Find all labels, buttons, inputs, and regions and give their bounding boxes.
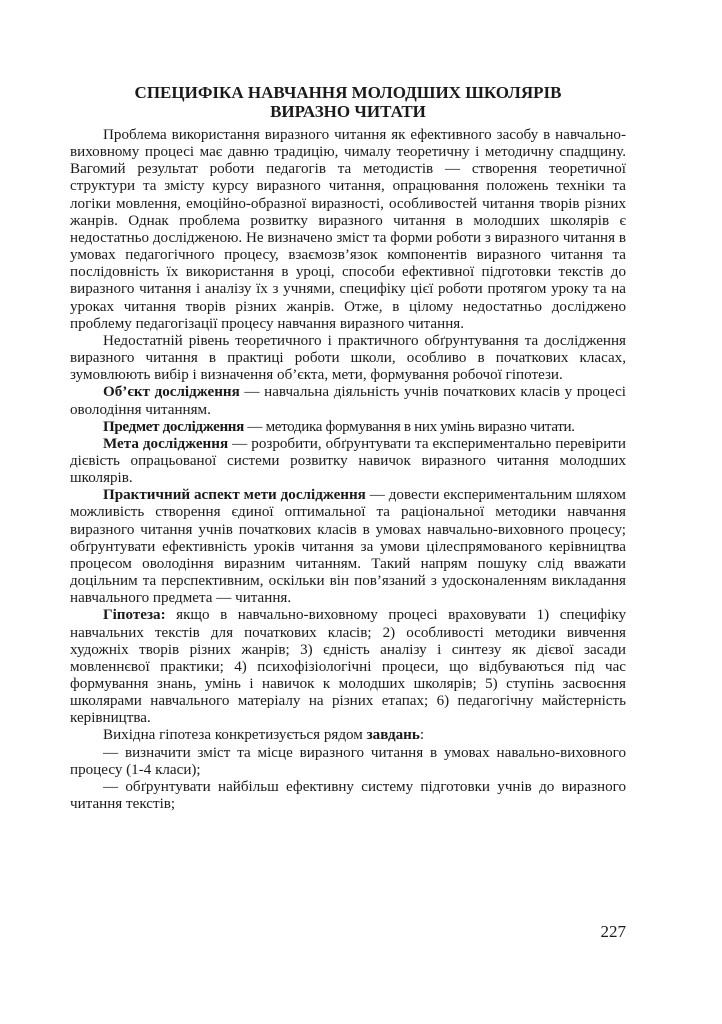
object-text: — навчальна діяльність учнів початкових класів у процесі оволодіння читанням. [70,384,626,418]
subject-label: Предмет дослідження [103,418,244,435]
goal-text: — розробити, обґрунтувати та експериментально перевірити дієвість опрацьованої системи розвитку навичок виразного читання молодших школярів. [70,435,626,487]
tasks-colon: : [419,727,425,744]
title-line-2: ВИРАЗНО ЧИТАТИ [270,101,426,121]
paragraph-subject [70,419,626,436]
tasks-label: завдань [366,727,420,744]
object-label: Об’єкт дослідження [103,384,240,401]
goal-label: Мета дослідження [103,435,229,452]
paragraph-rationale: Недостатній рівень теоретичного і практичного обґрунтування та дослідження виразного читання в практиці роботи школи, особливо в початкових класах, зумовлюють вибір і визначення об’єкта, мети, формування робочої гіпотези. [70,332,626,384]
page-content [70,84,626,813]
page-number: 227 [600,922,626,941]
paragraph-hypothesis [70,607,626,727]
title-line-1: СПЕЦИФІКА НАВЧАННЯ МОЛОДШИХ ШКОЛЯРІВ [134,83,562,102]
subject-text: — методика формування в них умінь виразно читати. [243,418,575,435]
hypothesis-label: Гіпотеза: [103,607,166,624]
tasks-intro-text: Вихідна гіпотеза конкретизується рядом [103,727,367,744]
paragraph-goal [70,436,626,487]
practical-aspect-text: — довести експериментальним шляхом можливість створення єдиної оптимальної та раціональної методики навчання виразного читання учнів початкових класів в умовах навчально-виховного процесу; обґрунтувати ефективність уроків читання за умови цілеспрямованого керівництва процесом оволодіння виразним читанням. Такий напрям пошуку слід вважати доцільним та перспективним, оскільки він пов’язаний з удосконаленням викладання навчального предмета — читання. [70,487,626,607]
paragraph-object [70,384,626,418]
task-item-2: — обґрунтувати найбільш ефективну систему підготовки учнів до виразного читання текстів; [70,778,626,813]
page-title [70,84,626,121]
paragraph-intro: Проблема використання виразного читання як ефективного засобу в навчально-виховному процесі має давню традицію, чималу теоретичну і методичну спадщину. Вагомий результат роботи педагогів та методистів — створення теоретичної структури та змісту курсу виразного читання, опрацювання положень техніки та логіки мовлення, емоційно-образної виразності, особливостей читання творів різних жанрів. Однак проблема розвитку виразного читання в молодших школярів є недостатньо дослідженою. Не визначено зміст та форми роботи з виразного читання в умовах педагогічного процесу, взаємозв’язок компонентів виразного читання та послідовність їх використання в уроці, способи ефективної підготовки текстів до виразного читання і аналізу їх з учнями, специфіку цієї роботи протягом уроку та на уроках читання творів різних жанрів. Отже, в цілому недостатньо досліджено проблему педагогізації процесу навчання виразного читання. [70,127,626,332]
paragraph-practical-aspect [70,487,626,607]
hypothesis-text: якщо в навчально-виховному процесі враховувати 1) специфіку навчальних текстів для початкових класів; 2) особливості методики вивчення художніх творів різних жанрів; 3) єдність аналізу і синтезу як дієвої засади мовленнєвої практики; 4) психофізіологічні процеси, що відбуваються під час формування знань, умінь і навичок к молодших школярів; 5) ступінь засвоєння школярами навчального матеріалу на різних етапах; 6) педагогічну майстерність керівництва. [70,607,626,727]
task-item-1: — визначити зміст та місце виразного читання в умовах навально-виховного процесу (1-4 класи); [70,744,626,778]
paragraph-tasks-intro [70,727,626,744]
practical-aspect-label: Практичний аспект мети дослідження [103,487,366,504]
